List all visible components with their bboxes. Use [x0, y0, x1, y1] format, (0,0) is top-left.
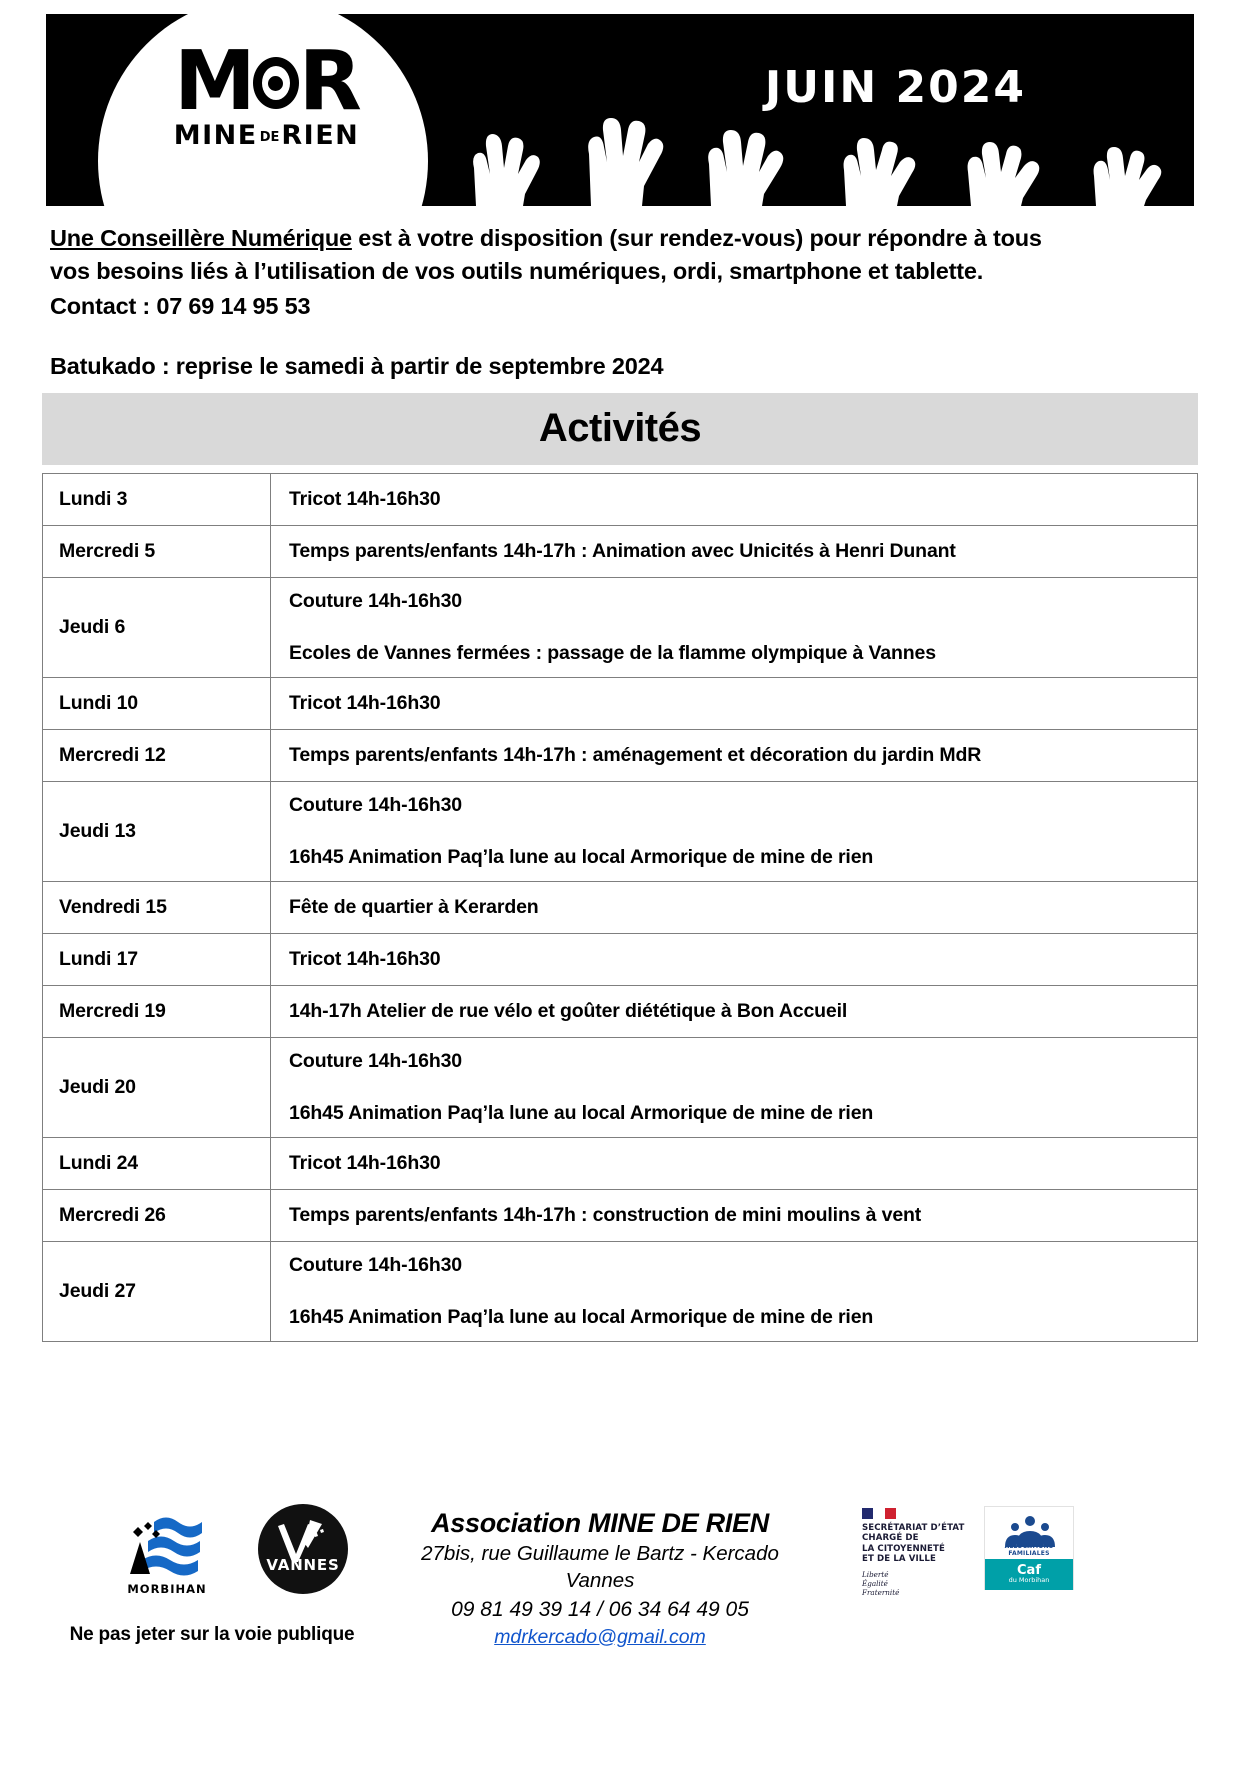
table-cell-activity: [271, 1189, 1198, 1241]
activity-line: Temps parents/enfants 14h-17h : construction de mini moulins à vent: [289, 1204, 922, 1227]
batukado-title: Batukado: [50, 353, 156, 380]
table-cell-activity: [271, 729, 1198, 781]
caf-sub-label: du Morbihan: [1008, 1576, 1050, 1585]
batukado-line: [50, 351, 1190, 383]
activity-line: Temps parents/enfants 14h-17h : aménagement et décoration du jardin MdR: [289, 744, 982, 767]
motto-liberte: Liberté: [862, 1569, 889, 1579]
month-title: JUIN 2024: [764, 62, 1026, 113]
table-cell-day: Mercredi 5: [43, 525, 271, 577]
vannes-label: VANNES: [266, 1556, 340, 1574]
table-cell-activity: [271, 1137, 1198, 1189]
table-cell-day: Jeudi 6: [43, 577, 271, 677]
table-row: [43, 1137, 1198, 1189]
activities-header-band: [42, 393, 1198, 465]
morbihan-label: MORBIHAN: [127, 1582, 207, 1596]
table-cell-day: Jeudi 27: [43, 1241, 271, 1341]
no-litter-notice: Ne pas jeter sur la voie publique: [69, 1624, 355, 1645]
vannes-mark-icon: [258, 1504, 348, 1594]
intro-line-1: [50, 222, 1190, 255]
motto-egalite: Égalité: [862, 1579, 888, 1589]
mdr-logo-o-icon: [253, 53, 299, 113]
association-phone: 09 81 49 39 14 / 06 34 64 49 05: [451, 1598, 749, 1622]
caf-allocations-label: ALLOCATIONS FAMILIALES: [1004, 1543, 1054, 1557]
activity-line: Fête de quartier à Kerarden: [289, 896, 539, 919]
morbihan-mark-icon: [108, 1508, 226, 1586]
activities-table: [42, 473, 1198, 1342]
etat-line-3: LA CITOYENNETÉ: [862, 1543, 945, 1554]
french-flag-icon: [862, 1508, 896, 1519]
flyer-page: [0, 14, 1240, 1768]
activity-line: Couture 14h-16h30: [289, 793, 462, 816]
intro-paragraph: [50, 222, 1190, 323]
activity-line: Tricot 14h-16h30: [289, 488, 441, 511]
activities-table-body: [43, 473, 1198, 1341]
table-row: [43, 881, 1198, 933]
mdr-logo: [144, 34, 389, 152]
mdr-sub-de: DE: [259, 130, 280, 146]
table-cell-day: Lundi 24: [43, 1137, 271, 1189]
table-cell-activity: [271, 881, 1198, 933]
state-secretariat-logo: [862, 1508, 974, 1598]
intro-highlight: Une Conseillère Numérique: [50, 225, 352, 251]
table-cell-activity: [271, 473, 1198, 525]
association-address: 27bis, rue Guillaume le Bartz - Kercado: [421, 1542, 779, 1566]
intro-line-2: vos besoins liés à l’utilisation de vos outils numériques, ordi, smartphone et tablette.: [50, 258, 984, 285]
activity-line: Couture 14h-16h30: [289, 1253, 462, 1276]
table-cell-day: Jeudi 13: [43, 781, 271, 881]
table-row: [43, 781, 1198, 881]
activity-line: Couture 14h-16h30: [289, 589, 462, 612]
caf-logo: [984, 1506, 1074, 1590]
table-cell-activity: [271, 781, 1198, 881]
table-cell-day: Lundi 17: [43, 933, 271, 985]
table-cell-day: Lundi 3: [43, 473, 271, 525]
activity-line: Tricot 14h-16h30: [289, 692, 441, 715]
batukado-rest: : reprise le samedi à partir de septembre 2024: [155, 353, 664, 380]
table-cell-day: Mercredi 12: [43, 729, 271, 781]
table-row: [43, 1241, 1198, 1341]
table-cell-activity: [271, 933, 1198, 985]
table-cell-activity: [271, 1241, 1198, 1341]
activity-line: 16h45 Animation Paq’la lune au local Armorique de mine de rien: [289, 1102, 874, 1125]
table-cell-activity: [271, 577, 1198, 677]
footer: [0, 1494, 1240, 1714]
activity-line: 14h-17h Atelier de rue vélo et goûter diététique à Bon Accueil: [289, 1000, 848, 1023]
activity-line: Couture 14h-16h30: [289, 1049, 462, 1072]
activity-line: 16h45 Animation Paq’la lune au local Armorique de mine de rien: [289, 846, 874, 869]
table-cell-day: Vendredi 15: [43, 881, 271, 933]
association-name: Association MINE DE RIEN: [431, 1508, 769, 1538]
table-row: [43, 1189, 1198, 1241]
table-row: [43, 933, 1198, 985]
vannes-logo-icon: [258, 1504, 348, 1594]
table-row: [43, 577, 1198, 677]
contact-line: Contact : 07 69 14 95 53: [50, 292, 311, 319]
table-row: [43, 985, 1198, 1037]
mdr-sub-rien: RIEN: [281, 120, 360, 152]
activity-line: 16h45 Animation Paq’la lune au local Armorique de mine de rien: [289, 1306, 874, 1329]
mdr-logo-main: M R: [174, 34, 359, 129]
motto-fraternite: Fraternité: [862, 1588, 900, 1598]
mdr-sub-mine: MINE: [173, 120, 258, 152]
table-cell-activity: [271, 525, 1198, 577]
activities-header-title: Activités: [538, 406, 702, 451]
etat-line-4: ET DE LA VILLE: [862, 1554, 936, 1565]
activity-line: Ecoles de Vannes fermées : passage de la flamme olympique à Vannes: [289, 642, 936, 665]
association-email-link[interactable]: mdrkercado@gmail.com: [494, 1625, 706, 1648]
table-cell-day: Mercredi 26: [43, 1189, 271, 1241]
caf-logo-top: [985, 1507, 1073, 1559]
caf-main-label: Caf: [1017, 1563, 1041, 1579]
republic-motto: [862, 1570, 974, 1598]
activity-line: Tricot 14h-16h30: [289, 948, 441, 971]
header-banner: [46, 14, 1194, 206]
etat-line-2: CHARGÉ DE: [862, 1533, 919, 1544]
table-cell-activity: [271, 677, 1198, 729]
table-cell-activity: [271, 1037, 1198, 1137]
table-row: [43, 729, 1198, 781]
activity-line: Temps parents/enfants 14h-17h : Animation avec Unicités à Henri Dunant: [289, 540, 956, 563]
intro-line-1-rest: est à votre disposition (sur rendez-vous) pour répondre à tous: [351, 225, 1042, 251]
activity-line: Tricot 14h-16h30: [289, 1152, 441, 1175]
table-cell-day: Lundi 10: [43, 677, 271, 729]
state-secretariat-text: [862, 1523, 974, 1565]
table-row: [43, 677, 1198, 729]
table-row: [43, 525, 1198, 577]
table-cell-day: Mercredi 19: [43, 985, 271, 1037]
etat-line-1: SECRÉTARIAT D’ÉTAT: [862, 1523, 965, 1533]
table-row: [43, 473, 1198, 525]
table-row: [43, 1037, 1198, 1137]
caf-logo-bottom: [985, 1559, 1073, 1590]
association-block: [390, 1506, 810, 1650]
association-city: Vannes: [565, 1568, 635, 1592]
table-cell-day: Jeudi 20: [43, 1037, 271, 1137]
table-cell-activity: [271, 985, 1198, 1037]
